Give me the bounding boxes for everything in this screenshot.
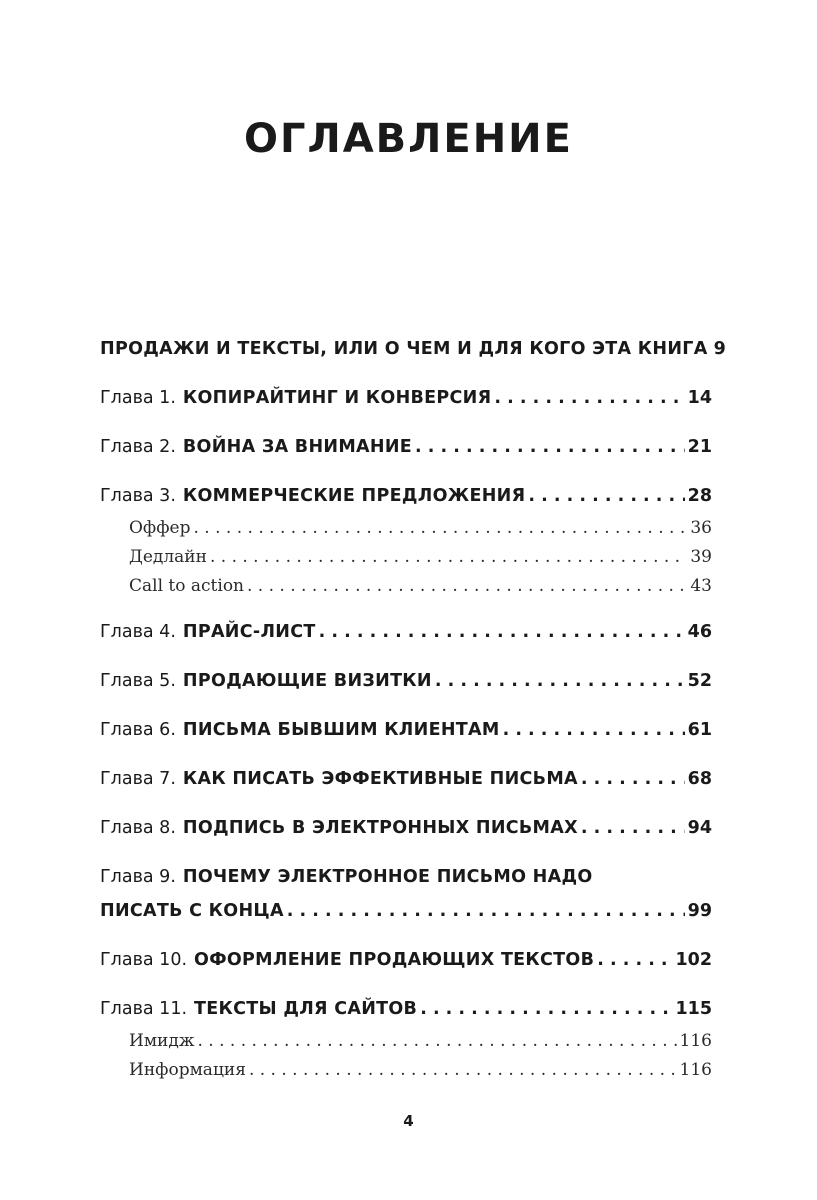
toc-page-number: 94	[687, 818, 712, 838]
dot-leader	[503, 717, 685, 743]
toc-page-number: 116	[679, 1060, 712, 1080]
toc-entry-chapter-9	[100, 864, 712, 924]
dot-leader	[581, 766, 685, 792]
toc-heading: ПОДПИСЬ В ЭЛЕКТРОННЫХ ПИСЬМАХ	[182, 818, 578, 838]
toc-subentry	[100, 515, 712, 541]
toc-entry-chapter-2	[100, 434, 712, 460]
page-title: ОГЛАВЛЕНИЕ	[244, 116, 573, 162]
toc-entry-chapter-8	[100, 815, 712, 841]
toc-entry-chapter-10	[100, 947, 712, 973]
toc-page-number: 68	[687, 769, 712, 789]
table-of-contents	[100, 336, 726, 1083]
toc-page-number: 21	[687, 437, 712, 457]
toc-heading: ТЕКСТЫ ДЛЯ САЙТОВ	[194, 999, 418, 1019]
toc-subentry	[100, 1057, 712, 1083]
chapter-number: Глава 5.	[100, 671, 176, 691]
toc-entry-chapter-6	[100, 717, 712, 743]
toc-subentry	[100, 573, 712, 599]
toc-heading: КОПИРАЙТИНГ И КОНВЕРСИЯ	[182, 388, 492, 408]
toc-heading: ВОЙНА ЗА ВНИМАНИЕ	[182, 437, 413, 457]
toc-subentry	[100, 1028, 712, 1054]
dot-leader	[194, 515, 688, 541]
toc-entry-chapter-4	[100, 619, 712, 645]
toc-page-number: 61	[687, 720, 712, 740]
dot-leader	[581, 815, 685, 841]
toc-entry-chapter-5	[100, 668, 712, 694]
dot-leader	[420, 996, 672, 1022]
toc-subheading: Информация	[129, 1060, 246, 1080]
toc-heading-line	[100, 864, 712, 890]
toc-page-number: 102	[675, 950, 712, 970]
toc-heading-line	[100, 898, 712, 924]
toc-entry-intro	[100, 336, 726, 362]
chapter-number: Глава 2.	[100, 437, 176, 457]
toc-page-number: 9	[713, 339, 726, 359]
toc-heading: КАК ПИСАТЬ ЭФФЕКТИВНЫЕ ПИСЬМА	[182, 769, 578, 789]
chapter-number: Глава 9.	[100, 867, 176, 887]
toc-heading: КОММЕРЧЕСКИЕ ПРЕДЛОЖЕНИЯ	[182, 486, 526, 506]
toc-heading: ОФОРМЛЕНИЕ ПРОДАЮЩИХ ТЕКСТОВ	[194, 950, 595, 970]
dot-leader	[597, 947, 672, 973]
dot-leader	[415, 434, 685, 460]
toc-subheading: Call to action	[129, 576, 244, 596]
toc-page-number: 36	[690, 518, 712, 538]
toc-page-number: 115	[675, 999, 712, 1019]
dot-leader	[198, 1028, 677, 1054]
toc-subheading: Имидж	[129, 1031, 195, 1051]
dot-leader	[287, 898, 685, 924]
chapter-number: Глава 6.	[100, 720, 176, 740]
toc-subheading: Дедлайн	[129, 547, 207, 567]
dot-leader	[435, 668, 685, 694]
dot-leader	[210, 544, 687, 570]
dot-leader	[319, 619, 685, 645]
toc-page-number: 46	[687, 622, 712, 642]
chapter-number: Глава 7.	[100, 769, 176, 789]
toc-page-number: 99	[687, 901, 712, 921]
page-number: 4	[403, 1112, 414, 1130]
toc-page-number: 14	[687, 388, 712, 408]
toc-page-number: 116	[679, 1031, 712, 1051]
toc-page-number: 39	[690, 547, 712, 567]
dot-leader	[247, 573, 687, 599]
toc-entry-chapter-1	[100, 385, 712, 411]
toc-subentry	[100, 544, 712, 570]
chapter-number: Глава 4.	[100, 622, 176, 642]
toc-heading: ПРАЙС-ЛИСТ	[182, 622, 316, 642]
toc-heading: ПИСЬМА БЫВШИМ КЛИЕНТАМ	[182, 720, 500, 740]
toc-page-number: 28	[687, 486, 712, 506]
chapter-number: Глава 3.	[100, 486, 176, 506]
toc-page-number: 43	[690, 576, 712, 596]
dot-leader	[494, 385, 684, 411]
toc-subheading: Оффер	[129, 518, 191, 538]
toc-heading-continued: ПИСАТЬ С КОНЦА	[100, 901, 284, 921]
dot-leader	[249, 1057, 677, 1083]
toc-heading: ПРОДАЮЩИЕ ВИЗИТКИ	[182, 671, 432, 691]
toc-entry-chapter-3	[100, 483, 712, 509]
toc-page-number: 52	[687, 671, 712, 691]
dot-leader	[528, 483, 684, 509]
chapter-number: Глава 8.	[100, 818, 176, 838]
toc-heading: ПРОДАЖИ И ТЕКСТЫ, ИЛИ О ЧЕМ И ДЛЯ КОГО ЭТА КНИГА	[100, 339, 708, 359]
toc-heading: ПОЧЕМУ ЭЛЕКТРОННОЕ ПИСЬМО НАДО	[182, 867, 593, 887]
chapter-number: Глава 1.	[100, 388, 176, 408]
toc-entry-chapter-11	[100, 996, 712, 1022]
chapter-number: Глава 11.	[100, 999, 188, 1019]
chapter-number: Глава 10.	[100, 950, 188, 970]
toc-entry-chapter-7	[100, 766, 712, 792]
